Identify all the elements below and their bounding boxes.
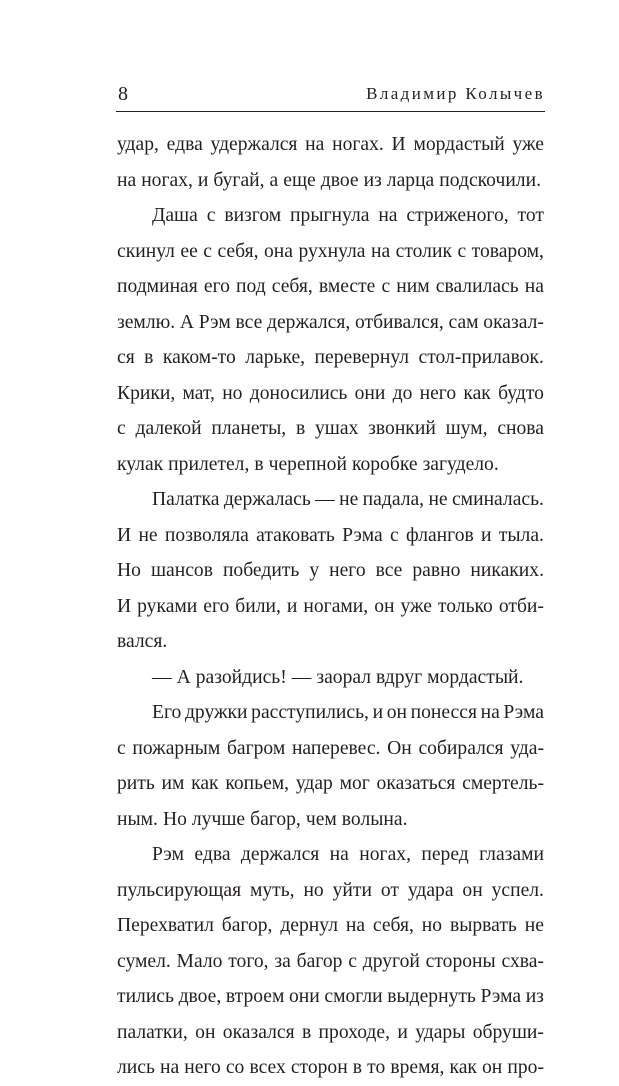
word: его (203, 276, 230, 297)
word: едва (166, 134, 203, 155)
word: и (397, 1021, 408, 1043)
word: него (329, 560, 366, 581)
word: Рэм (198, 311, 231, 333)
word: как (191, 773, 219, 794)
word: рить (117, 773, 155, 794)
word: оказал- (483, 311, 544, 333)
word: обруши- (472, 1021, 544, 1043)
word: Крики, (117, 382, 176, 404)
word: держался (240, 844, 320, 865)
word: И (117, 595, 132, 617)
word: флангов (405, 524, 474, 546)
word: Рэма (342, 524, 383, 546)
word: удары (415, 1021, 466, 1043)
word: сам (448, 311, 479, 333)
word: с (457, 240, 467, 262)
word: столик (395, 240, 452, 262)
text-line (117, 447, 544, 483)
word: с (203, 240, 212, 262)
word: ним (396, 276, 430, 297)
page-header (116, 78, 545, 108)
word: разойдись! (195, 666, 287, 688)
word: но (421, 915, 443, 936)
word: никаких. (470, 560, 544, 581)
word: тились (117, 986, 174, 1007)
word: прыгнула (290, 205, 370, 226)
word: ушах (315, 418, 359, 439)
word: его (203, 595, 230, 617)
word: все (375, 560, 403, 581)
word: из (363, 169, 382, 191)
word: на (345, 915, 366, 936)
word: сторон (290, 1057, 348, 1078)
word: им (161, 773, 185, 794)
word: мат, (182, 382, 215, 404)
text-line (117, 518, 544, 554)
word: дернул (280, 915, 338, 936)
text-line (117, 163, 544, 199)
word: другой (362, 950, 420, 972)
word: сминалась. (451, 489, 544, 510)
word: равно (412, 560, 461, 581)
word: с (348, 950, 357, 972)
word: визгом (224, 205, 282, 226)
word: — (291, 666, 312, 688)
word: отбивался, (354, 311, 444, 333)
word: на (524, 276, 544, 297)
word: и (197, 169, 209, 191)
word: пожарным (132, 737, 221, 759)
word: подскочили. (439, 169, 541, 191)
text-line (117, 766, 544, 802)
word: время, (390, 1057, 445, 1078)
word: землю. (117, 311, 176, 333)
word: уда- (510, 737, 544, 759)
word: багром (226, 737, 286, 759)
word: мордастый (413, 134, 505, 155)
word: А (179, 311, 195, 333)
word: они (289, 986, 320, 1007)
word: загудело. (422, 453, 499, 475)
word: пульсирующая (117, 879, 242, 901)
word: себя, (271, 276, 313, 297)
word: уже (400, 595, 432, 617)
text-line (117, 340, 544, 376)
word: успел. (491, 879, 544, 901)
word: Но (117, 560, 141, 581)
text-line (117, 660, 544, 696)
word: падала, (362, 489, 425, 510)
word: отби- (498, 595, 544, 617)
word: стриженого, (406, 205, 509, 226)
word: дружки (184, 702, 248, 723)
text-line (117, 802, 544, 838)
word: удара (407, 879, 454, 901)
text-line (117, 127, 544, 163)
word: уйти (332, 879, 372, 901)
word: уже (512, 134, 544, 155)
word: коробке (351, 453, 418, 475)
word: перед (421, 844, 469, 865)
word: далекой (135, 418, 202, 439)
word: вдруг (376, 666, 423, 688)
word: позволяла (164, 524, 249, 546)
word: били, (235, 595, 281, 617)
word: — (315, 489, 335, 510)
word: Рэма (503, 702, 544, 723)
word: удержался (210, 134, 298, 155)
word: как (449, 1057, 477, 1078)
text-line (117, 553, 544, 589)
word: двое (320, 169, 359, 191)
word: держался, (267, 311, 351, 333)
word: шум, (445, 418, 488, 439)
word: бугай, (213, 169, 265, 191)
word: не (428, 489, 448, 510)
word: понесся (410, 702, 477, 723)
word: перевернул (314, 347, 410, 368)
text-line (117, 1015, 544, 1051)
word: удар (295, 773, 333, 794)
word: с (117, 737, 126, 759)
word: с (206, 205, 216, 226)
word: они (354, 382, 386, 404)
text-line (117, 837, 544, 873)
word: Рэма (480, 986, 522, 1007)
body-text (117, 127, 544, 1086)
word: тыла. (498, 524, 544, 546)
word: ногах, (141, 169, 193, 191)
word: в (301, 1021, 312, 1043)
word: Перехватил (117, 915, 214, 936)
word: схва- (501, 950, 544, 972)
word: от (380, 879, 399, 901)
text-line (117, 908, 544, 944)
text-line (117, 305, 544, 341)
word: скинул (117, 240, 175, 262)
word: наперевес. (291, 737, 381, 759)
word: в (352, 1057, 363, 1078)
word: сумел. (117, 950, 171, 972)
word: себя, (217, 240, 259, 262)
word: кулак (117, 453, 164, 475)
word: ным. (117, 808, 158, 830)
text-line (117, 979, 544, 1015)
word: она (263, 240, 293, 262)
word: Он (387, 737, 412, 759)
word: прилетел, (168, 453, 250, 475)
word: на (480, 702, 500, 723)
word: под (236, 276, 266, 297)
word: Но (162, 808, 187, 830)
word: рухнула (298, 240, 366, 262)
word: него (419, 382, 457, 404)
word: с (390, 524, 399, 546)
text-line (117, 1050, 544, 1086)
word: вырвать (449, 915, 517, 936)
word: И (117, 524, 132, 546)
word: собирался (418, 737, 504, 759)
text-line (117, 269, 544, 305)
word: палатки, (117, 1021, 188, 1043)
word: подминая (117, 276, 198, 297)
word: лись (117, 1057, 155, 1078)
word: Мало (176, 950, 223, 972)
word: Рэм (152, 844, 185, 865)
word: багор, (221, 915, 273, 936)
text-line (117, 234, 544, 270)
word: — (152, 666, 172, 688)
word: оказаться (376, 773, 456, 794)
word: ногах, (359, 844, 411, 865)
word: он (462, 879, 483, 901)
word: на (305, 134, 325, 155)
word: не (524, 915, 544, 936)
word: глазами (479, 844, 544, 865)
word: на (117, 169, 137, 191)
word: он (195, 1021, 216, 1043)
word: со (225, 1057, 245, 1078)
word: будто (498, 382, 544, 404)
word: у (309, 560, 320, 581)
word: багор, (250, 808, 301, 830)
word: в (144, 347, 154, 368)
text-line (117, 198, 544, 234)
word: волына. (341, 808, 408, 830)
text-line (117, 624, 544, 660)
word: он (386, 702, 407, 723)
text-line (117, 944, 544, 980)
word: смогли (324, 986, 383, 1007)
word: двое, (178, 986, 222, 1007)
word: едва (194, 844, 231, 865)
header-rule (116, 111, 545, 112)
word: ногах. (332, 134, 384, 155)
word: не (339, 489, 359, 510)
word: А (176, 666, 191, 688)
word: того, (228, 950, 269, 972)
word: до (392, 382, 413, 404)
word: проходе, (318, 1021, 390, 1043)
word: Палатка (152, 489, 220, 510)
word: он (374, 595, 395, 617)
word: из (525, 986, 544, 1007)
word: как (463, 382, 491, 404)
word: мог (339, 773, 370, 794)
word: доносились (249, 382, 348, 404)
word: не (138, 524, 158, 546)
word: ногами, (303, 595, 369, 617)
word: с (117, 418, 126, 439)
word: все (235, 311, 263, 333)
word: багор (296, 950, 343, 972)
word: и (481, 524, 492, 546)
word: свалилась (435, 276, 519, 297)
text-line (117, 589, 544, 625)
word: черепной (268, 453, 347, 475)
word: лучше (191, 808, 246, 830)
word: муть, (249, 879, 295, 901)
text-line (117, 411, 544, 447)
word: еще (283, 169, 316, 191)
word: расступились, (251, 702, 369, 723)
word: Даша (152, 205, 198, 226)
word: то (367, 1057, 386, 1078)
word: с (381, 276, 391, 297)
text-line (117, 482, 544, 518)
word: заорал (316, 666, 372, 688)
word: на (329, 844, 349, 865)
page-number: 8 (118, 83, 128, 105)
word: за (274, 950, 291, 972)
word: про- (507, 1057, 544, 1078)
word: атаковать (256, 524, 335, 546)
word: ее (180, 240, 198, 262)
running-head-author: Владимир Колычев (366, 84, 545, 103)
text-line (117, 376, 544, 412)
word: в (254, 453, 264, 475)
word: на (159, 1057, 180, 1078)
word: но (303, 879, 324, 901)
word: планеты, (211, 418, 287, 439)
word: выдернуть (387, 986, 476, 1007)
word: удар, (117, 134, 159, 155)
word: оказался (222, 1021, 295, 1043)
word: но (222, 382, 243, 404)
word: смертель- (462, 773, 544, 794)
word: мордастый. (427, 666, 524, 688)
word: Его (152, 702, 182, 723)
word: только (437, 595, 493, 617)
word: вался. (117, 631, 168, 652)
word: а (269, 169, 279, 191)
word: и (286, 595, 298, 617)
word: в (295, 418, 306, 439)
word: чем (305, 808, 337, 830)
word: победить (222, 560, 300, 581)
word: втроем (225, 986, 285, 1007)
word: него (184, 1057, 221, 1078)
word: ларца (386, 169, 435, 191)
word: тот (517, 205, 544, 226)
word: товаром, (471, 240, 544, 262)
word: ларьке, (245, 347, 306, 368)
word: ся (117, 347, 135, 368)
word: шансов (150, 560, 213, 581)
word: он (482, 1057, 503, 1078)
word: И (391, 134, 406, 155)
word: на (378, 205, 398, 226)
word: руками (137, 595, 198, 617)
word: снова (497, 418, 544, 439)
word: звонкий (368, 418, 436, 439)
text-line (117, 873, 544, 909)
word: на (370, 240, 391, 262)
word: копьем, (225, 773, 290, 794)
word: стол-прилавок. (418, 347, 544, 368)
word: стороны (425, 950, 496, 972)
word: держалась (223, 489, 311, 510)
word: всех (249, 1057, 286, 1078)
text-line (117, 695, 544, 731)
word: каком-то (162, 347, 236, 368)
word: вместе (318, 276, 376, 297)
word: себя, (372, 915, 414, 936)
text-line (117, 731, 544, 767)
word: и (372, 702, 384, 723)
